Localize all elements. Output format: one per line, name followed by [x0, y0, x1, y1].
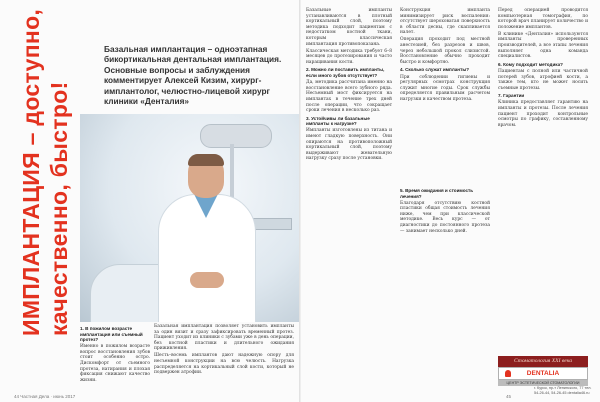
body-paragraph: Конструкция импланта минимизирует риск воспаления: отсутствует шероховатая поверхность в области десны, где скапливается налет. — [400, 8, 490, 36]
column-3 — [306, 8, 392, 163]
body-paragraph: Классическая методика требует 6–8 месяцев до протезирования и часто наращивания кости. — [306, 48, 392, 65]
clinic-address: г. Курск, пр-т Ленинского, 77 тел. 54-26-44, 54-26-45 dentalia46.ru — [534, 386, 592, 395]
section-heading: 2. Можно ли поставить импланты, если много зубов отсутствует? — [306, 67, 385, 79]
section-heading: 4. Сколько служат импланты? — [400, 67, 470, 73]
vertical-headline — [14, 6, 76, 336]
dentalia-logo — [498, 356, 588, 384]
logo-name-box — [498, 367, 588, 380]
section-heading: 5. Время ожидания и стоимость лечения? — [400, 188, 474, 199]
body-paragraph: Благодаря отсутствию костной пластики общая стоимость лечения ниже, чем при классической методике. Весь курс — от диагностики до постоянного протеза — занимает несколько дней. — [400, 200, 490, 234]
page-gutter — [299, 0, 301, 402]
dental-lamp — [200, 124, 272, 148]
logo-tagline: ЦЕНТР ЭСТЕТИЧЕСКОЙ СТОМАТОЛОГИИ — [498, 380, 588, 386]
body-paragraph: Импланты изготовлены из титана и имеют гладкую поверхность. Они опираются на противоположный кортикальный слой, поэтому выдерживают жевательную нагрузку сразу после установки. — [306, 128, 392, 162]
body-paragraph: Операция проходит под местной анестезией, без разрезов и швов, через небольшой прокол слизистой. Восстановление обычно проходит быстро и комфортно. — [400, 37, 490, 65]
logo-slogan: Стоматология XXI века — [498, 356, 588, 367]
body-paragraph: Базальная имплантация позволяет установить импланты за один визит и сразу зафиксировать временный протез. Пациент уходит из клиники с зубами уже в день операции, без костной пластики и длительного ожидания приживления. — [154, 324, 294, 352]
footer-left: 44 Частная Дела · июнь 2017 — [14, 394, 76, 399]
tooth-icon — [505, 370, 511, 377]
column-4 — [400, 8, 490, 104]
body-paragraph: Пациентам с полной или частичной потерей зубов, атрофией кости, а также тем, кто не может носить съемные протезы. — [498, 68, 588, 91]
body-paragraph: В клинике «Денталия» используются импланты проверенных производителей, а все этапы лечения выполняет одна команда специалистов. — [498, 31, 588, 60]
logo-name: DENTALIA — [526, 370, 560, 377]
column-4-bottom — [400, 186, 490, 236]
column-5 — [498, 8, 588, 130]
doctor-figure — [150, 154, 260, 322]
doctor-hair — [188, 154, 224, 166]
footer-right: 45 — [506, 394, 512, 399]
doctor-photo — [80, 114, 299, 322]
column-1 — [80, 324, 150, 385]
body-paragraph: Клиника предоставляет гарантию на импланты и протезы. После лечения пациент проходит контрольные осмотры по графику, составленному врачом. — [498, 100, 588, 128]
doctor-hands — [190, 272, 224, 288]
body-paragraph: Да, методика рассчитана именно на восстановление всего зубного ряда. Несъемный мост фиксируется на имплантах в течение трех дней после операции, что сокращает сроки лечения в несколько раз. — [306, 80, 392, 114]
column-2 — [154, 324, 294, 377]
section-heading: 6. Кому подходит методика? — [498, 61, 563, 67]
body-paragraph: Именно в пожилом возрасте вопрос восстановления зубов стоит особенно остро. Дискомфорт от съемного протеза, натирания и плохая фиксация снижают качество жизни. — [80, 344, 150, 383]
section-heading: 1. В пожилом возрасте имплантация или съемный протез? — [80, 326, 143, 343]
body-paragraph: Базальные импланты устанавливаются в плотный кортикальный слой, поэтому методика подходит пациентам с недостатком костной ткани, которым классическая имплантация противопоказана. — [306, 8, 392, 47]
headline-line-1: ИМПЛАНТАЦИЯ – доступно, — [18, 8, 44, 336]
lead-paragraph: Базальная имплантация – одноэтапная бикортикальная дентальная имплантация. Основные вопросы и заблуждения комментирует Алексей Кизим, хирург-имплантолог, челюстно-лицевой хирург клиники «Денталия» — [104, 44, 282, 107]
section-heading: 3. Устойчивы ли базальные импланты к нагрузке? — [306, 115, 370, 127]
section-heading: 7. Гарантии — [498, 93, 525, 99]
body-paragraph: Перед операцией проводится компьютерная томография, по которой врач планирует количество и положение имплантов. — [498, 8, 588, 30]
body-paragraph: При соблюдении гигиены и регулярных осмотрах конструкция служит многие годы. Срок службы определяется правильным расчетом нагрузки и качеством протеза. — [400, 74, 490, 102]
headline-line-2: качественно, быстро! — [46, 81, 72, 336]
body-paragraph: Шесть–восемь имплантов дают надежную опору для несъемной конструкции на всю челюсть. Нагрузка распределяется на кортикальный слой кости, который не подвержен атрофии. — [154, 353, 294, 376]
